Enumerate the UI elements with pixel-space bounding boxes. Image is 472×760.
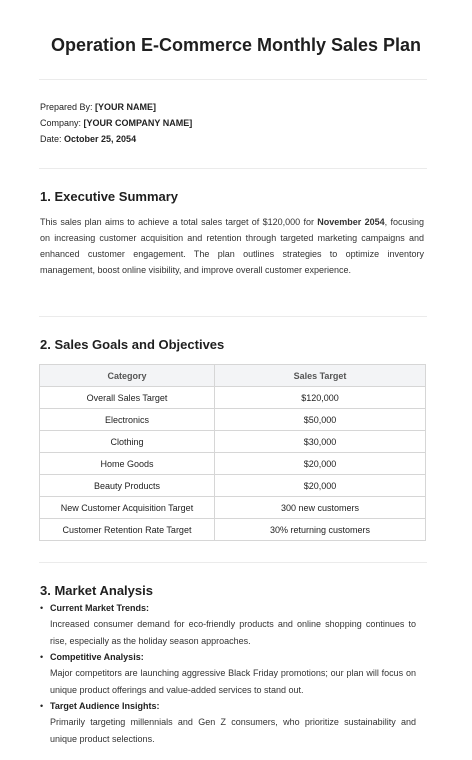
table-row bbox=[40, 453, 426, 475]
summary-text: This sales plan aims to achieve a total sales target of $120,000 for bbox=[40, 217, 318, 227]
table-row bbox=[40, 475, 426, 497]
table-row bbox=[40, 431, 426, 453]
list-item-text: Increased consumer demand for eco-friendly products and online shopping continues to rise, especially as the holiday season approaches. bbox=[50, 619, 416, 646]
prepared-by-value: [YOUR NAME] bbox=[95, 102, 157, 112]
list-item bbox=[40, 649, 416, 698]
company-line bbox=[40, 118, 192, 128]
date-value: October 25, 2054 bbox=[64, 134, 137, 144]
list-item-text: Primarily targeting millennials and Gen Z consumers, who prioritize sustainability and unique product selections. bbox=[50, 717, 416, 744]
page-title: Operation E-Commerce Monthly Sales Plan bbox=[50, 35, 422, 55]
column-header-category: Category bbox=[40, 365, 215, 387]
category-cell: Home Goods bbox=[40, 453, 215, 475]
summary-bold-month: November 2054 bbox=[317, 217, 385, 227]
list-item-label: Current Market Trends: bbox=[50, 603, 150, 613]
list-item-label: Target Audience Insights: bbox=[50, 701, 160, 711]
divider bbox=[39, 316, 427, 317]
sales-targets-table bbox=[39, 364, 426, 541]
category-cell: New Customer Acquisition Target bbox=[40, 497, 215, 519]
category-cell: Customer Retention Rate Target bbox=[40, 519, 215, 541]
table-row bbox=[40, 497, 426, 519]
list-item bbox=[40, 698, 416, 747]
date-label: Date: bbox=[40, 134, 62, 144]
summary-text: , focusing on increasing customer acquisition and retention through targeted marketing campaigns and enhanced customer engagement. The plan outlines strategies to optimize inventory management, boost online visibility, and improve overall customer experience. bbox=[40, 217, 424, 275]
list-item-text: Major competitors are launching aggressive Black Friday promotions; our plan will focus on unique product offerings and value-added services to stand out. bbox=[50, 668, 416, 695]
section-heading-executive-summary: 1. Executive Summary bbox=[40, 189, 179, 204]
list-item bbox=[40, 600, 416, 649]
company-value: [YOUR COMPANY NAME] bbox=[83, 118, 193, 128]
category-cell: Electronics bbox=[40, 409, 215, 431]
divider bbox=[39, 168, 427, 169]
divider bbox=[39, 562, 427, 563]
target-cell: 30% returning customers bbox=[215, 519, 426, 541]
market-analysis-list bbox=[40, 600, 416, 747]
executive-summary-paragraph bbox=[40, 214, 424, 278]
prepared-by-label: Prepared By: bbox=[40, 102, 93, 112]
target-cell: $50,000 bbox=[215, 409, 426, 431]
prepared-by-line bbox=[40, 102, 156, 112]
target-cell: $30,000 bbox=[215, 431, 426, 453]
category-cell: Clothing bbox=[40, 431, 215, 453]
table-row bbox=[40, 387, 426, 409]
target-cell: $20,000 bbox=[215, 453, 426, 475]
target-cell: $20,000 bbox=[215, 475, 426, 497]
table-header-row bbox=[40, 365, 426, 387]
bullet-icon: • bbox=[40, 652, 44, 662]
column-header-sales-target: Sales Target bbox=[215, 365, 426, 387]
category-cell: Beauty Products bbox=[40, 475, 215, 497]
table-row bbox=[40, 519, 426, 541]
list-item-label: Competitive Analysis: bbox=[50, 652, 144, 662]
bullet-icon: • bbox=[40, 701, 44, 711]
target-cell: $120,000 bbox=[215, 387, 426, 409]
bullet-icon: • bbox=[40, 603, 44, 613]
target-cell: 300 new customers bbox=[215, 497, 426, 519]
category-cell: Overall Sales Target bbox=[40, 387, 215, 409]
divider bbox=[39, 79, 427, 80]
section-heading-market-analysis: 3. Market Analysis bbox=[40, 583, 153, 598]
table-row bbox=[40, 409, 426, 431]
section-heading-sales-goals: 2. Sales Goals and Objectives bbox=[40, 337, 225, 352]
company-label: Company: bbox=[40, 118, 82, 128]
date-line bbox=[40, 134, 136, 144]
